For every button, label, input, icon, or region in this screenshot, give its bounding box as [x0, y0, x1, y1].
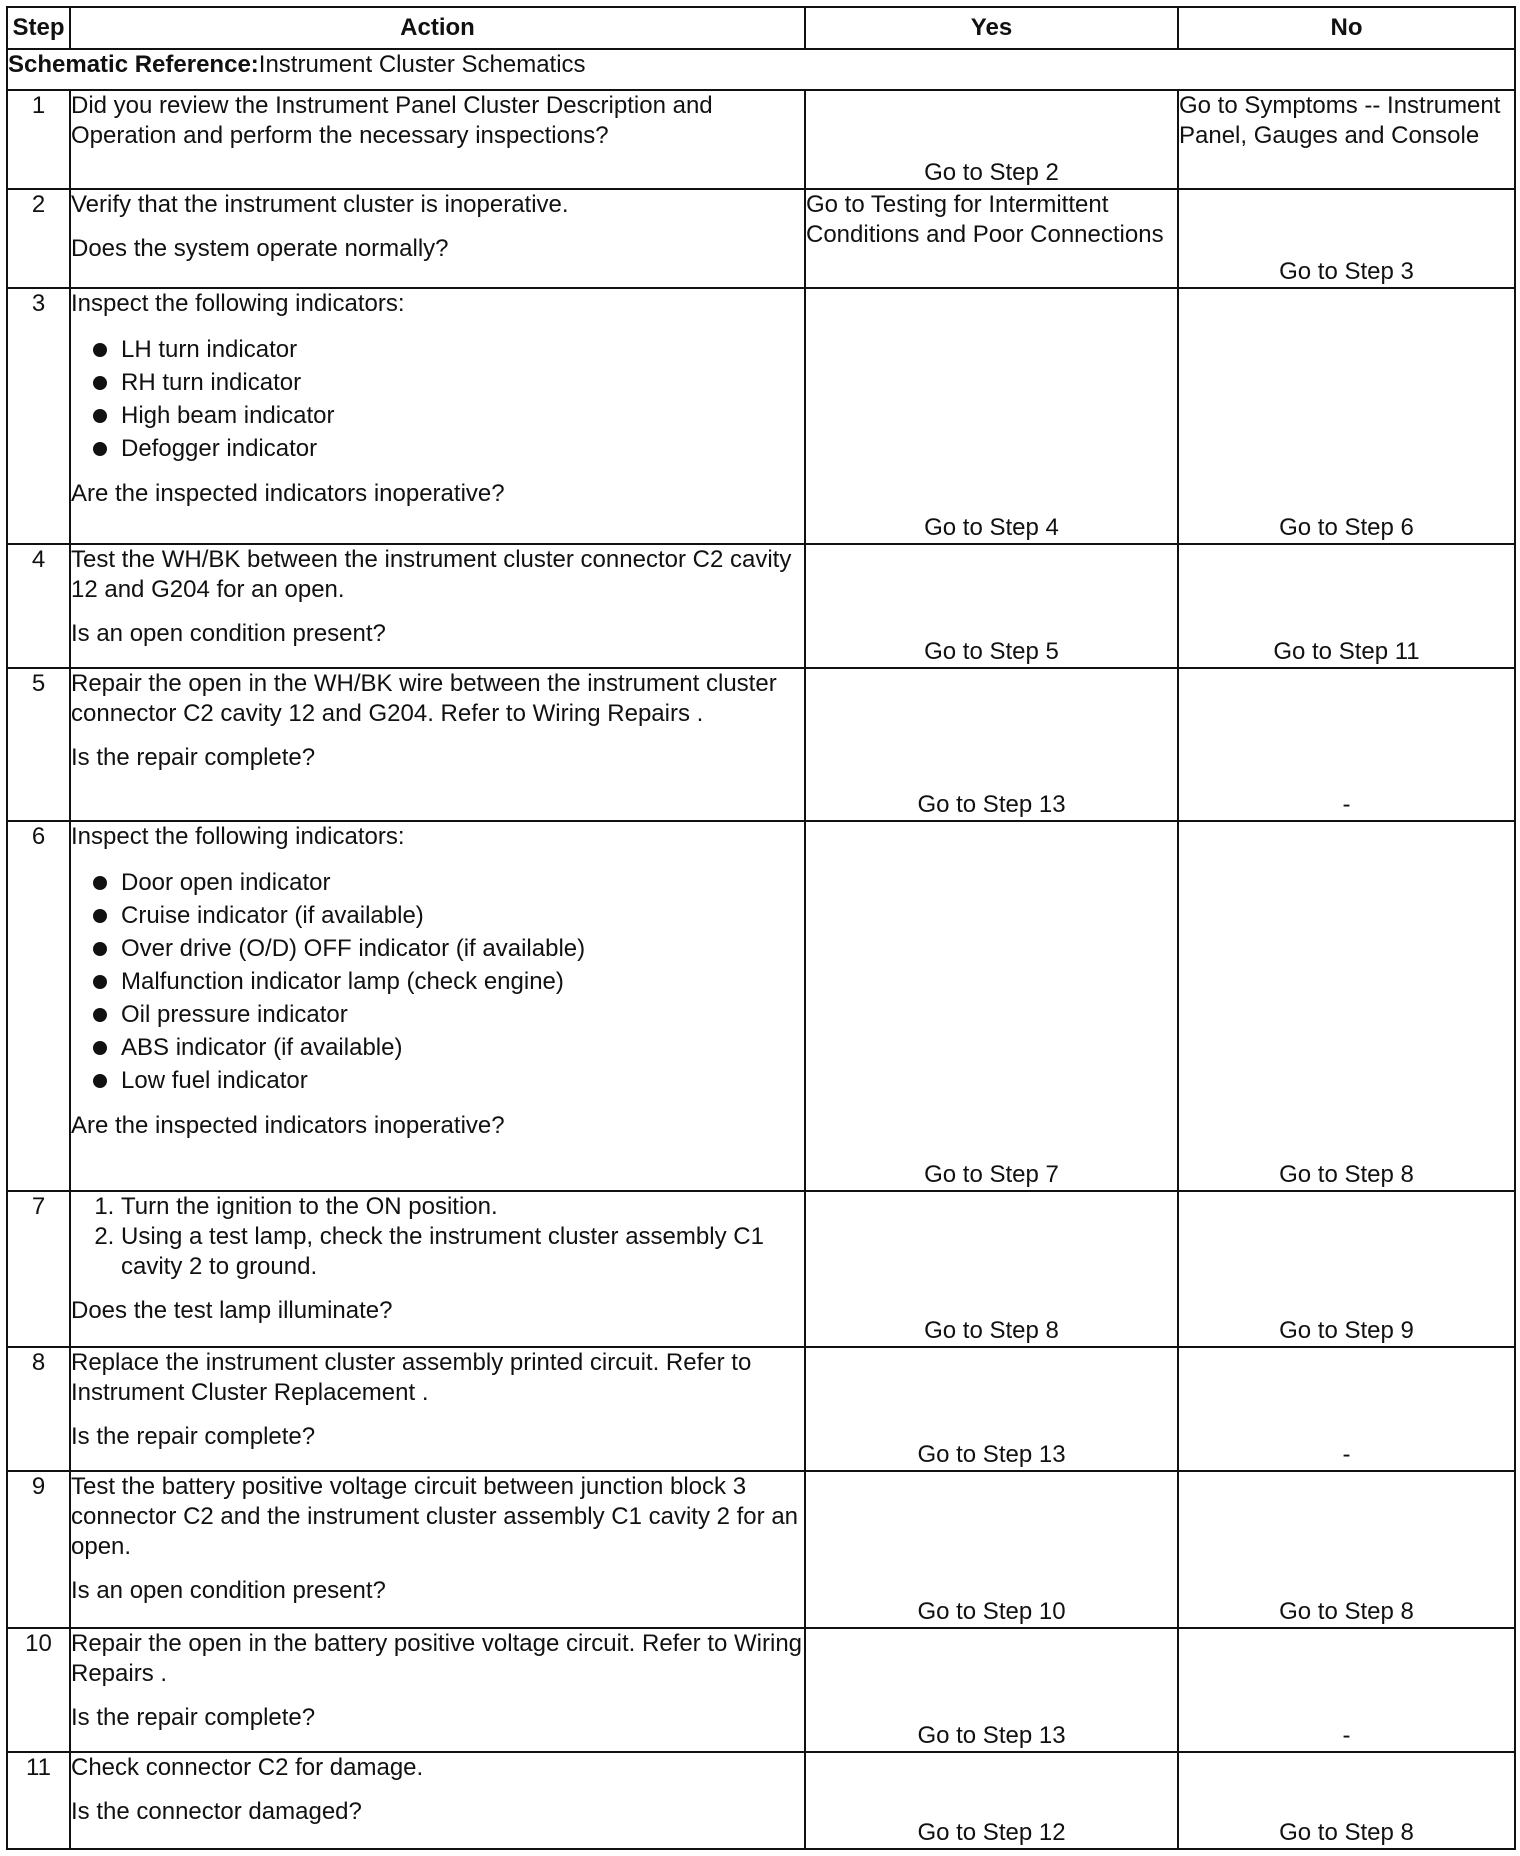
step-number: 7 — [7, 1191, 70, 1348]
no-cell — [1178, 288, 1515, 543]
yes-response[interactable]: Go to Step 10 — [917, 1597, 1066, 1625]
step-number: 10 — [7, 1628, 70, 1752]
yes-response[interactable]: Go to Step 13 — [917, 1441, 1066, 1469]
step-number: 5 — [7, 668, 70, 821]
bullet-item: LH turn indicator — [91, 333, 804, 366]
step-row-5 — [7, 668, 1515, 821]
action-question: Is the repair complete? — [71, 1423, 316, 1451]
step-row-2 — [7, 189, 1515, 288]
step-row-4 — [7, 544, 1515, 668]
yes-cell — [805, 1752, 1178, 1849]
action-cell — [70, 189, 805, 288]
bullet-item: Defogger indicator — [91, 432, 804, 465]
action-question: Is the connector damaged? — [71, 1798, 362, 1826]
action-question: Does the test lamp illuminate? — [71, 1296, 393, 1324]
schematic-reference-link[interactable]: Instrument Cluster Schematics — [258, 51, 586, 78]
step-row-9 — [7, 1471, 1515, 1628]
bullet-item: ABS indicator (if available) — [91, 1031, 804, 1064]
action-question: Is an open condition present? — [71, 1577, 386, 1605]
diagnostic-table — [6, 6, 1516, 1850]
step-row-11 — [7, 1752, 1515, 1849]
action-cell — [70, 821, 805, 1190]
step-row-10 — [7, 1628, 1515, 1752]
step-row-8 — [7, 1347, 1515, 1471]
bullet-item: Low fuel indicator — [91, 1064, 804, 1097]
bullet-item: Oil pressure indicator — [91, 998, 804, 1031]
yes-cell — [805, 288, 1178, 543]
no-cell — [1178, 189, 1515, 288]
action-text: Inspect the following indicators: — [71, 823, 405, 851]
no-response[interactable]: Go to Step 9 — [1279, 1317, 1414, 1345]
yes-response[interactable]: Go to Testing for Intermittent Conditions and Poor Connections — [806, 191, 1164, 249]
action-cell — [70, 1347, 805, 1471]
bullet-list — [71, 866, 804, 1097]
action-text: Inspect the following indicators: — [71, 290, 405, 318]
action-text: Repair the open in the battery positive voltage circuit. Refer to Wiring Repairs . — [71, 1629, 803, 1687]
bullet-item: Cruise indicator (if available) — [91, 899, 804, 932]
action-question: Are the inspected indicators inoperative? — [71, 480, 505, 508]
step-number: 8 — [7, 1347, 70, 1471]
action-question: Does the system operate normally? — [71, 235, 449, 263]
no-cell — [1178, 1347, 1515, 1471]
yes-response[interactable]: Go to Step 8 — [924, 1317, 1059, 1345]
step-row-1 — [7, 90, 1515, 189]
no-cell — [1178, 1191, 1515, 1348]
no-cell — [1178, 668, 1515, 821]
action-question: Is the repair complete? — [71, 744, 316, 772]
action-cell — [70, 90, 805, 189]
action-cell — [70, 1752, 805, 1849]
no-response: - — [1342, 791, 1351, 819]
no-response[interactable]: Go to Step 11 — [1273, 638, 1420, 666]
action-text: Test the WH/BK between the instrument cluster connector C2 cavity 12 and G204 for an open. — [71, 545, 792, 603]
no-response[interactable]: Go to Step 8 — [1279, 1597, 1414, 1625]
no-response: - — [1342, 1722, 1351, 1750]
no-response: - — [1342, 1441, 1351, 1469]
yes-response[interactable]: Go to Step 13 — [917, 1722, 1066, 1750]
yes-response[interactable]: Go to Step 5 — [924, 638, 1059, 666]
yes-response[interactable]: Go to Step 13 — [917, 791, 1066, 819]
action-cell — [70, 1191, 805, 1348]
action-text: Repair the open in the WH/BK wire between the instrument cluster connector C2 cavity 12 and G204. Refer to Wiring Repairs . — [71, 670, 777, 728]
no-response[interactable]: Go to Step 8 — [1279, 1819, 1414, 1846]
header-yes: Yes — [805, 7, 1178, 49]
no-cell — [1178, 544, 1515, 668]
action-text: Test the battery positive voltage circuit between junction block 3 connector C2 and the instrument cluster assembly C1 cavity 2 for an open. — [71, 1473, 799, 1561]
bullet-list — [71, 333, 804, 465]
action-question: Is the repair complete? — [71, 1703, 316, 1731]
no-response[interactable]: Go to Step 3 — [1279, 258, 1414, 286]
bullet-item: Door open indicator — [91, 866, 804, 899]
step-number: 2 — [7, 189, 70, 288]
yes-cell — [805, 1191, 1178, 1348]
step-number: 9 — [7, 1471, 70, 1628]
yes-cell — [805, 544, 1178, 668]
bullet-item: Malfunction indicator lamp (check engine) — [91, 965, 804, 998]
action-cell — [70, 668, 805, 821]
numbered-item: 1. Turn the ignition to the ON position. — [121, 1192, 804, 1222]
numbered-list — [71, 1192, 804, 1282]
no-cell — [1178, 1471, 1515, 1628]
yes-cell — [805, 821, 1178, 1190]
no-response[interactable]: Go to Symptoms -- Instrument Panel, Gauges and Console — [1179, 92, 1501, 150]
yes-cell — [805, 1347, 1178, 1471]
step-row-6 — [7, 821, 1515, 1190]
yes-cell — [805, 668, 1178, 821]
step-number: 1 — [7, 90, 70, 189]
step-number: 3 — [7, 288, 70, 543]
step-row-3 — [7, 288, 1515, 543]
header-step: Step — [7, 7, 70, 49]
yes-cell — [805, 1628, 1178, 1752]
header-no: No — [1178, 7, 1515, 49]
action-question: Is an open condition present? — [71, 619, 386, 647]
yes-cell — [805, 90, 1178, 189]
action-text: Check connector C2 for damage. — [71, 1754, 424, 1782]
action-cell — [70, 288, 805, 543]
bullet-item: RH turn indicator — [91, 366, 804, 399]
step-number: 11 — [7, 1752, 70, 1849]
action-cell — [70, 1628, 805, 1752]
numbered-item: 2. Using a test lamp, check the instrument cluster assembly C1 cavity 2 to ground. — [121, 1222, 804, 1282]
header-action: Action — [70, 7, 805, 49]
no-response[interactable]: Go to Step 6 — [1279, 513, 1414, 541]
yes-cell — [805, 189, 1178, 288]
header-row — [7, 7, 1515, 49]
yes-response[interactable]: Go to Step 4 — [924, 513, 1059, 541]
action-text: Replace the instrument cluster assembly printed circuit. Refer to Instrument Cluster Replacement . — [71, 1349, 752, 1407]
step-number: 4 — [7, 544, 70, 668]
no-cell — [1178, 821, 1515, 1190]
yes-response[interactable]: Go to Step 12 — [917, 1819, 1066, 1846]
no-response[interactable]: Go to Step 8 — [1279, 1160, 1414, 1188]
no-cell — [1178, 90, 1515, 189]
step-row-7 — [7, 1191, 1515, 1348]
yes-response[interactable]: Go to Step 7 — [924, 1160, 1059, 1188]
action-text: Did you review the Instrument Panel Cluster Description and Operation and perform the necessary inspections? — [71, 92, 713, 150]
action-question: Are the inspected indicators inoperative? — [71, 1112, 505, 1140]
bullet-item: High beam indicator — [91, 399, 804, 432]
no-cell — [1178, 1752, 1515, 1849]
action-cell — [70, 1471, 805, 1628]
schematic-reference — [7, 49, 1515, 90]
action-text: Verify that the instrument cluster is inoperative. — [71, 191, 569, 219]
yes-cell — [805, 1471, 1178, 1628]
step-number: 6 — [7, 821, 70, 1190]
no-cell — [1178, 1628, 1515, 1752]
bullet-item: Over drive (O/D) OFF indicator (if available) — [91, 932, 804, 965]
schematic-reference-row — [7, 49, 1515, 90]
yes-response[interactable]: Go to Step 2 — [924, 159, 1059, 187]
action-cell — [70, 544, 805, 668]
schematic-reference-label: Schematic Reference: — [8, 51, 259, 78]
